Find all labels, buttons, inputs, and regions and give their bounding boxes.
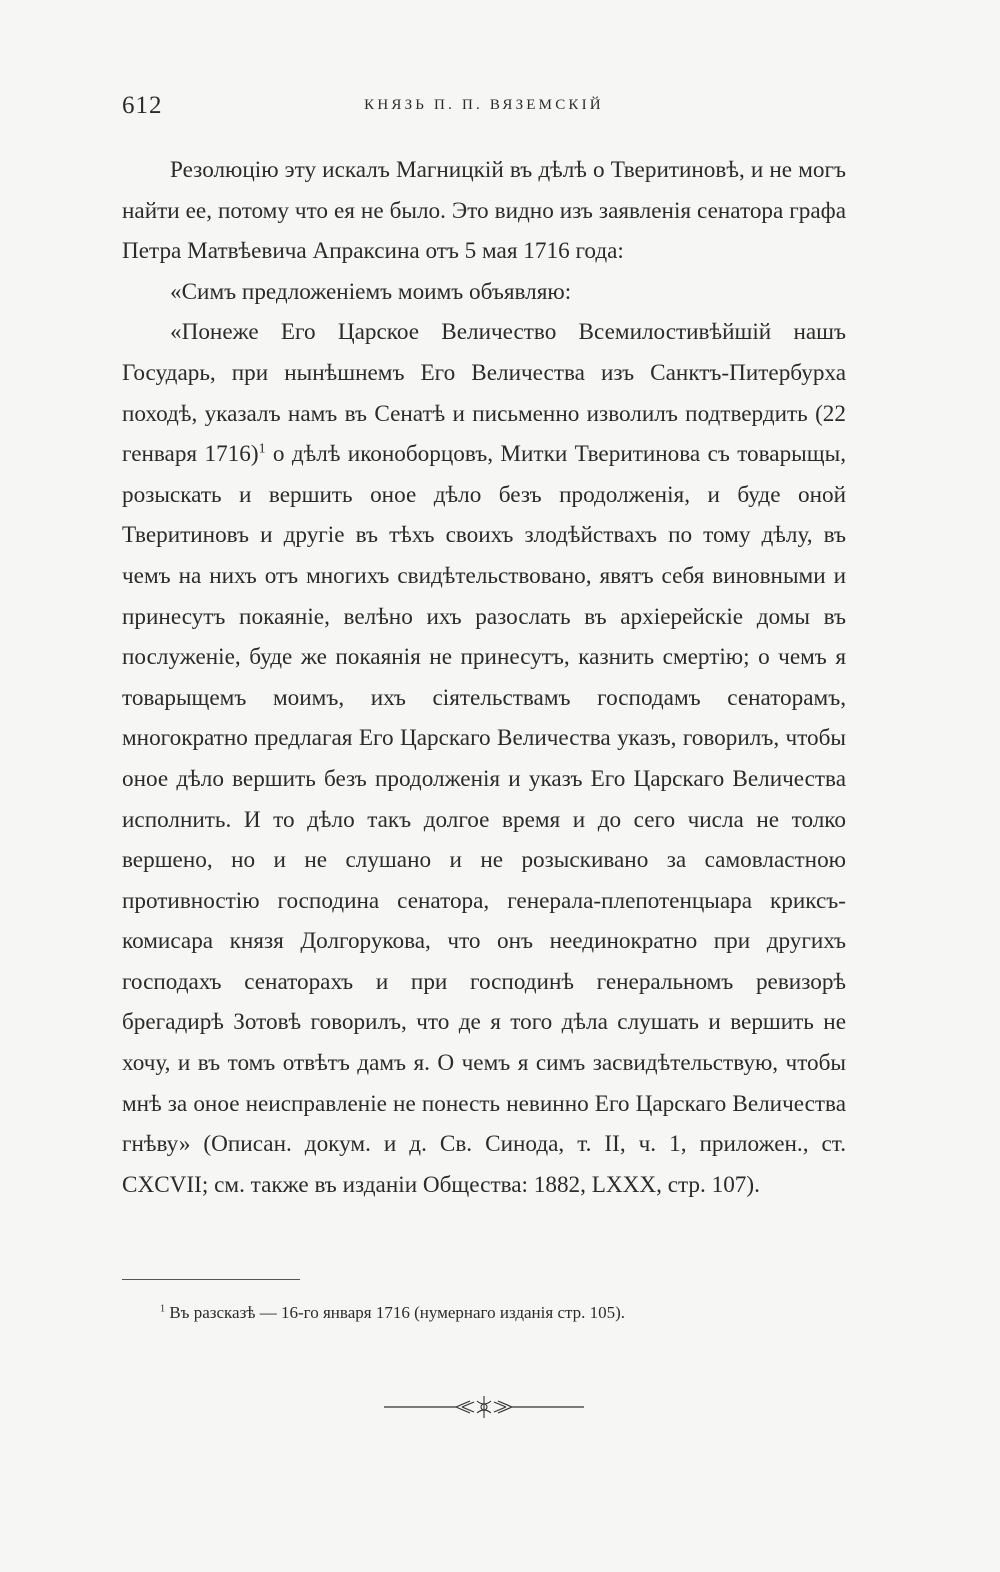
running-title: КНЯЗЬ П. П. ВЯЗЕМСКІЙ xyxy=(364,97,604,113)
footnote-text: Въ разсказѣ — 16-го января 1716 (нумернаго изданія стр. 105). xyxy=(169,1303,626,1322)
footnote-marker: 1 xyxy=(160,1303,166,1315)
paragraph-2: «Симъ предложеніемъ моимъ объявляю: xyxy=(170,278,572,305)
paragraph-1: Резолюцію эту искалъ Магницкій въ дѣлѣ о Тверитиновѣ, и не могъ найти ее, потому что ея не было. Это видно изъ заявленія сенатора графа Петра Матвѣевича Апраксина отъ 5 мая 1716 года: xyxy=(122,157,846,265)
footnote-rule xyxy=(122,1279,300,1280)
paragraph-3 xyxy=(122,312,846,1205)
ornament-arrow-left xyxy=(456,1401,474,1413)
main-text xyxy=(122,150,846,1205)
paragraph-3-part-a: «Понеже Его Царское Величество Всемилостивѣйшій нашъ Государь, при нынѣшнемъ Его Величества изъ Санктъ-Питербурха походѣ, указалъ намъ въ Сенатѣ и письменно изволилъ подтвердить (22 генваря 1716) xyxy=(122,319,846,468)
ornament-center-flourish xyxy=(477,1396,491,1418)
paragraph-3-part-b: о дѣлѣ иконоборцовъ, Митки Тверитинова съ товарыщы, розыскать и вершить оное дѣло безъ продолженія, и буде оной Тверитиновъ и другіе въ тѣхъ своихъ злодѣйствахъ по тому дѣлу, въ чемъ на нихъ отъ многихъ свидѣтельствовано, явятъ себя виновными и принесутъ покаяніе, велѣно ихъ разослать въ архіерейскіе домы въ послуженіе, буде же покаянія не принесутъ, казнить смертію; о чемъ я товарыщемъ моимъ, ихъ сіятельствамъ господамъ сенаторамъ, многократно предлагая Его Царскаго Величества указъ, говорилъ, чтобы оное дѣло вершить безъ продолженія и указъ Его Царскаго Величества исполнить. И то дѣло такъ долгое время и до сего числа не толко вершено, но и не слушано и не розыскивано за самовластною противностію господина сенатора, генерала-плепотенцыара криксъ-комисара князя Долгорукова, что онъ неединократно при другихъ господахъ сенаторахъ и при господинѣ генеральномъ ревизорѣ брегадирѣ Зотовѣ говорилъ, что де я того дѣла слушать и вершить не хочу, и въ томъ отвѣтъ дамъ я. О чемъ я симъ засвидѣтельствую, чтобы мнѣ за оное неисправленіе не понесть невинно Его Царскаго Величества гнѣву» (Описан. докум. и д. Св. Синода, т. II, ч. 1, приложен., ст. CXCVII; см. также въ изданіи Общества: 1882, LXXX, стр. 107). xyxy=(122,441,846,1198)
page-number: 612 xyxy=(122,92,163,119)
ornament-arrow-right xyxy=(494,1401,512,1413)
ornament-divider xyxy=(384,1392,584,1422)
footnote-reference: 1 xyxy=(258,441,266,457)
footnote xyxy=(160,1302,860,1324)
running-head xyxy=(122,92,846,128)
